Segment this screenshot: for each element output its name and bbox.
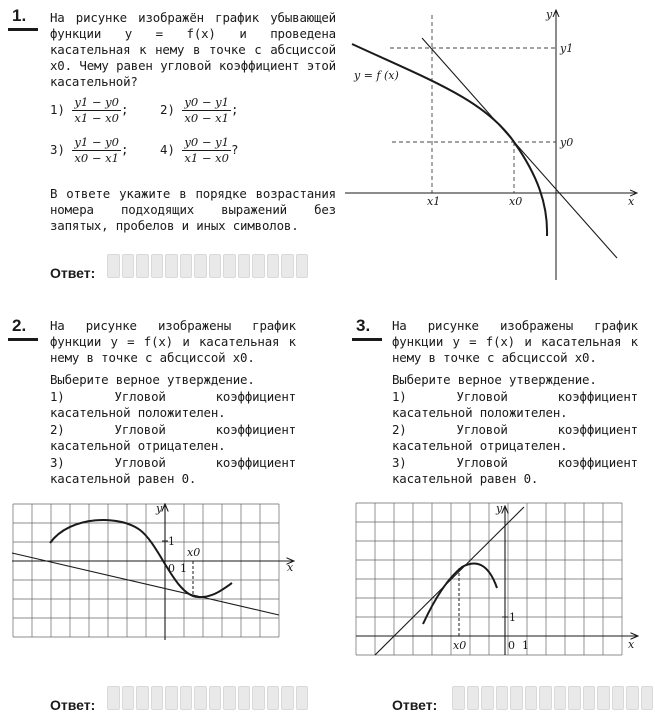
svg-text:x0: x0 — [509, 195, 523, 208]
task2-number: 2. — [12, 316, 27, 335]
svg-text:y: y — [546, 8, 553, 21]
task1-graph — [340, 0, 650, 285]
task2-answer-field[interactable] — [107, 686, 308, 710]
task3-graph — [350, 500, 645, 660]
task1-number-underline — [8, 28, 38, 31]
svg-text:x: x — [287, 561, 294, 574]
task2-statement-1: 1) Угловой коэффициент касательной положителен. — [50, 389, 296, 420]
task3-prompt: Выберите верное утверждение. — [392, 372, 597, 387]
svg-text:x: x — [628, 638, 635, 651]
task2-curve — [50, 520, 232, 597]
task2-number-underline — [8, 338, 38, 341]
task2-graph — [10, 500, 300, 645]
task2-prompt: Выберите верное утверждение. — [50, 372, 255, 387]
task1-option-2-fraction: $\frac{y0 - y1}{x0 - x1}$ — [184, 95, 229, 125]
task3-answer-field[interactable] — [452, 686, 653, 710]
task2-tangent-line — [12, 553, 279, 615]
task3-statement-3: 3) Угловой коэффициент касательной равен 0. — [392, 455, 638, 486]
svg-text:y: y — [496, 502, 503, 515]
svg-text:x0: x0 — [187, 546, 201, 559]
svg-text:y0: y0 — [560, 136, 574, 149]
svg-text:0: 0 — [168, 562, 175, 575]
task3-number: 3. — [356, 316, 371, 335]
svg-text:y1: y1 — [560, 42, 574, 55]
task1-number: 1. — [12, 6, 27, 25]
task1-answer-label: Ответ: — [50, 265, 96, 281]
svg-text:1: 1 — [522, 639, 529, 652]
svg-text:0: 0 — [508, 639, 515, 652]
svg-text:x1: x1 — [427, 195, 441, 208]
task1-answer-field[interactable] — [107, 254, 308, 278]
task3-statement-2: 2) Угловой коэффициент касательной отрицателен. — [392, 422, 638, 453]
task3-answer-label: Ответ: — [392, 697, 438, 713]
task1-option-1: 1) $\frac{y1 - y0}{x1 - x0}$ ; — [50, 95, 129, 125]
task1-option-1-fraction: $\frac{y1 - y0}{x1 - x0}$ — [74, 95, 119, 125]
task1-instruction: В ответе укажите в порядке возрастания номера подходящих выражений без запятых, пробелов и иных символов. — [50, 186, 336, 233]
svg-text:x0: x0 — [453, 639, 467, 652]
task1-option-3: 3) $\frac{y1 - y0}{x0 - x1}$ ; — [50, 135, 129, 165]
task1-text: На рисунке изображён график убывающей функции y = f(x) и проведена касательная к нему в точке с абсциссой x0. Чему равен угловой коэффициент этой касательной? — [50, 10, 336, 89]
task3-text: На рисунке изображены график функции y = f(x) и касательная к нему в точке с абсциссой x0. — [392, 318, 638, 365]
svg-text:x: x — [628, 195, 635, 208]
task1-option-3-fraction: $\frac{y1 - y0}{x0 - x1}$ — [74, 135, 119, 165]
task3-number-underline — [352, 338, 382, 341]
task1-option-2: 2) $\frac{y0 - y1}{x0 - x1}$ ; — [160, 95, 239, 125]
task2-statement-2: 2) Угловой коэффициент касательной отрицателен. — [50, 422, 296, 453]
svg-text:y = f (x): y = f (x) — [354, 69, 399, 82]
svg-text:1: 1 — [509, 611, 516, 624]
task1-option-4: 4) $\frac{y0 - y1}{x1 - x0}$ ? — [160, 135, 239, 165]
task3-curve — [423, 564, 497, 624]
task2-answer-label: Ответ: — [50, 697, 96, 713]
task1-option-4-fraction: $\frac{y0 - y1}{x1 - x0}$ — [184, 135, 229, 165]
svg-text:1: 1 — [180, 562, 187, 575]
task2-text: На рисунке изображены график функции y = f(x) и касательная к нему в точке с абсциссой x0. — [50, 318, 296, 365]
task2-statement-3: 3) Угловой коэффициент касательной равен 0. — [50, 455, 296, 486]
task1-tangent-line — [422, 38, 617, 258]
task3-statement-1: 1) Угловой коэффициент касательной положителен. — [392, 389, 638, 420]
svg-text:1: 1 — [168, 535, 175, 548]
svg-text:y: y — [156, 502, 163, 515]
